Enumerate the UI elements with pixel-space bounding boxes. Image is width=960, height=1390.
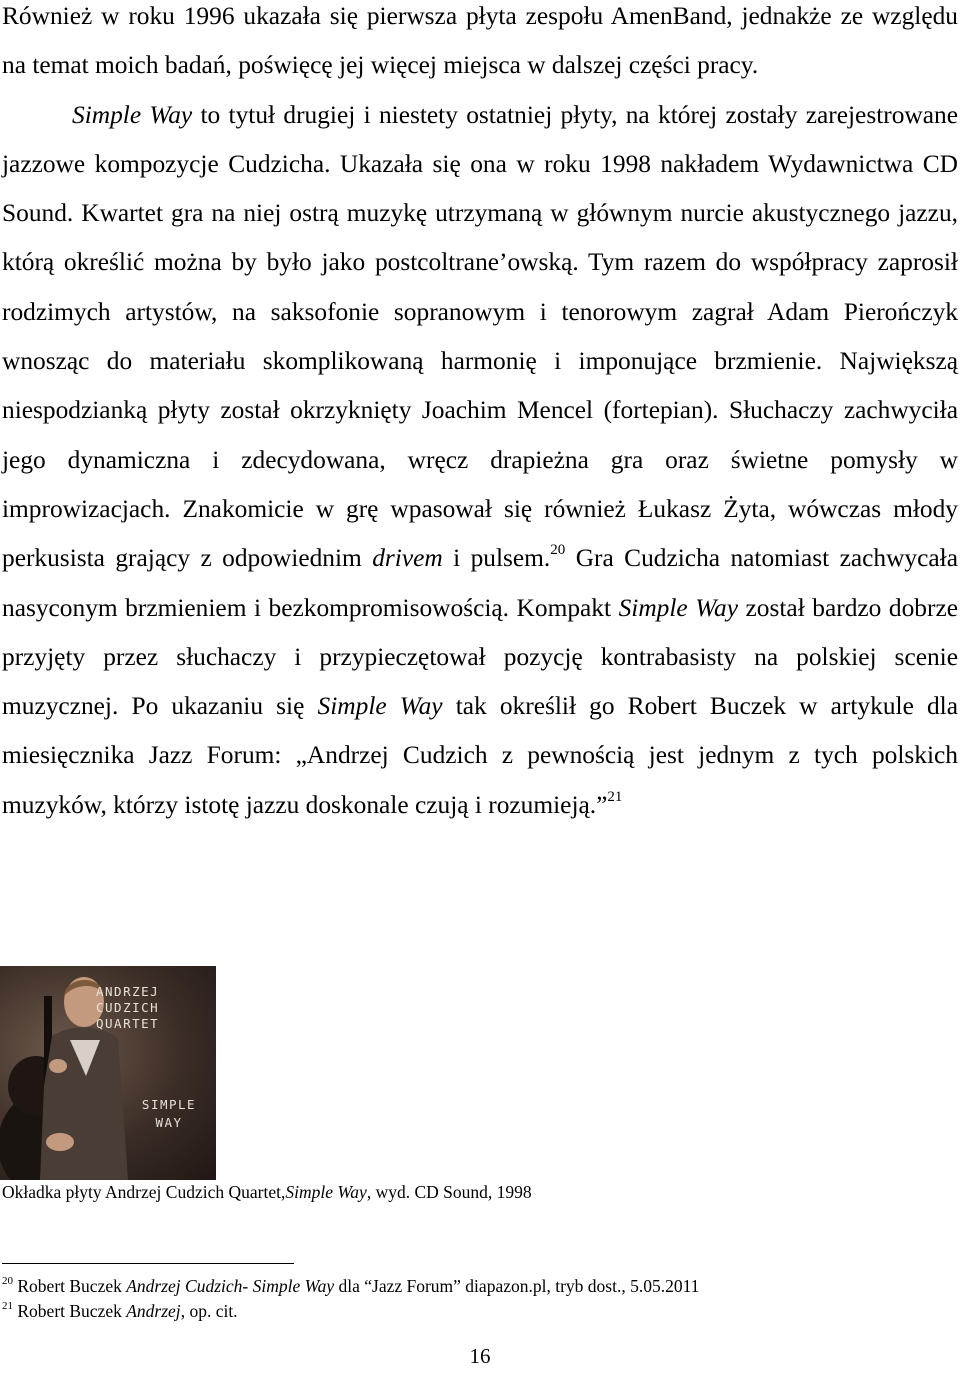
paragraph-2 (2, 91, 958, 830)
figure-caption (2, 1180, 532, 1204)
album-title-italic: Simple Way (317, 692, 443, 721)
album-title-italic: Simple Way (618, 593, 738, 622)
paragraph-1: Również w roku 1996 ukazała się pierwsza płyta zespołu AmenBand, jednakże ze względu na temat moich badań, poświęcę jej więcej miejsca w dalszej części pracy. (2, 2, 958, 80)
footnote-number: 20 (2, 1275, 13, 1287)
album-title-italic: Simple Way (72, 100, 193, 129)
album-cover-image (0, 966, 216, 1180)
paragraph-text: to tytuł drugiej i niestety ostatniej płyty, na której zostały zarejestrowane jazzowe kompozycje Cudzicha. Ukazała się ona w roku 1998 nakładem Wydawnictwa CD Sound. Kwartet gra na niej ostrą muzykę utrzymaną w głównym nurcie akustycznego jazzu, którą określić można by było jako postcoltrane’owską. Tym razem do współpracy zaprosił rodzimych artystów, na saksofonie sopranowym i tenorowym zagrał Adam Pierończyk wnosząc do materiału skomplikowaną harmonię i imponujące brzmienie. Największą niespodzianką płyty został okrzyknięty Joachim Mencel (fortepian). Słuchaczy zachwyciła jego dynamiczna i zdecydowana, wręcz drapieżna gra oraz świetne pomysły w improwizacjach. Znakomicie w grę wpasował się również Łukasz Żyta, wówczas młody perkusista grający z odpowiednim (2, 100, 958, 573)
footnote-21 (2, 1299, 699, 1324)
paragraph-text: Gra Cudzicha natomiast zachwycała nasyconym brzmieniem i bezkompromisowością. Kompakt (2, 544, 958, 622)
footnote-source: , op. cit. (180, 1301, 238, 1321)
footnotes (2, 1274, 699, 1324)
italic-word: drivem (372, 544, 443, 573)
footnote-20 (2, 1274, 699, 1299)
caption-text: , wyd. CD Sound, 1998 (366, 1182, 532, 1202)
caption-album-title: Simple Way (285, 1182, 367, 1202)
footnote-separator (2, 1263, 294, 1264)
cover-band-name: ANDRZEJ CUDZICH QUARTET (96, 984, 160, 1031)
cover-album-title: SIMPLE WAY (141, 1097, 197, 1130)
footnote-ref-21[interactable]: 21 (607, 788, 623, 805)
footnote-title: Andrzej (126, 1301, 181, 1321)
paragraph-text: i pulsem. (442, 544, 551, 573)
footnote-author: Robert Buczek (13, 1276, 127, 1296)
paragraph-text: tak określił go Robert Buczek w artykule dla miesięcznika Jazz Forum: „Andrzej Cudzich z pewnością jest jednym z tych polskich muzyków, którzy istotę jazzu doskonale czują i rozumieją.” (2, 692, 958, 819)
footnote-number: 21 (2, 1300, 13, 1312)
paragraph-text: został bardzo dobrze przyjęty przez słuchaczy i przypieczętował pozycję kontrabasisty na polskiej scenie muzycznej. Po ukazaniu się (2, 593, 958, 721)
footnote-source: dla “Jazz Forum” diapazon.pl, tryb dost., 5.05.2011 (334, 1276, 700, 1296)
page-number: 16 (469, 1344, 491, 1368)
body-text (2, 0, 958, 830)
footnote-title: Andrzej Cudzich- Simple Way (126, 1276, 335, 1296)
footnote-author: Robert Buczek (13, 1301, 127, 1321)
caption-text: Okładka płyty Andrzej Cudzich Quartet, (2, 1182, 286, 1202)
footnote-ref-20[interactable]: 20 (550, 542, 566, 559)
